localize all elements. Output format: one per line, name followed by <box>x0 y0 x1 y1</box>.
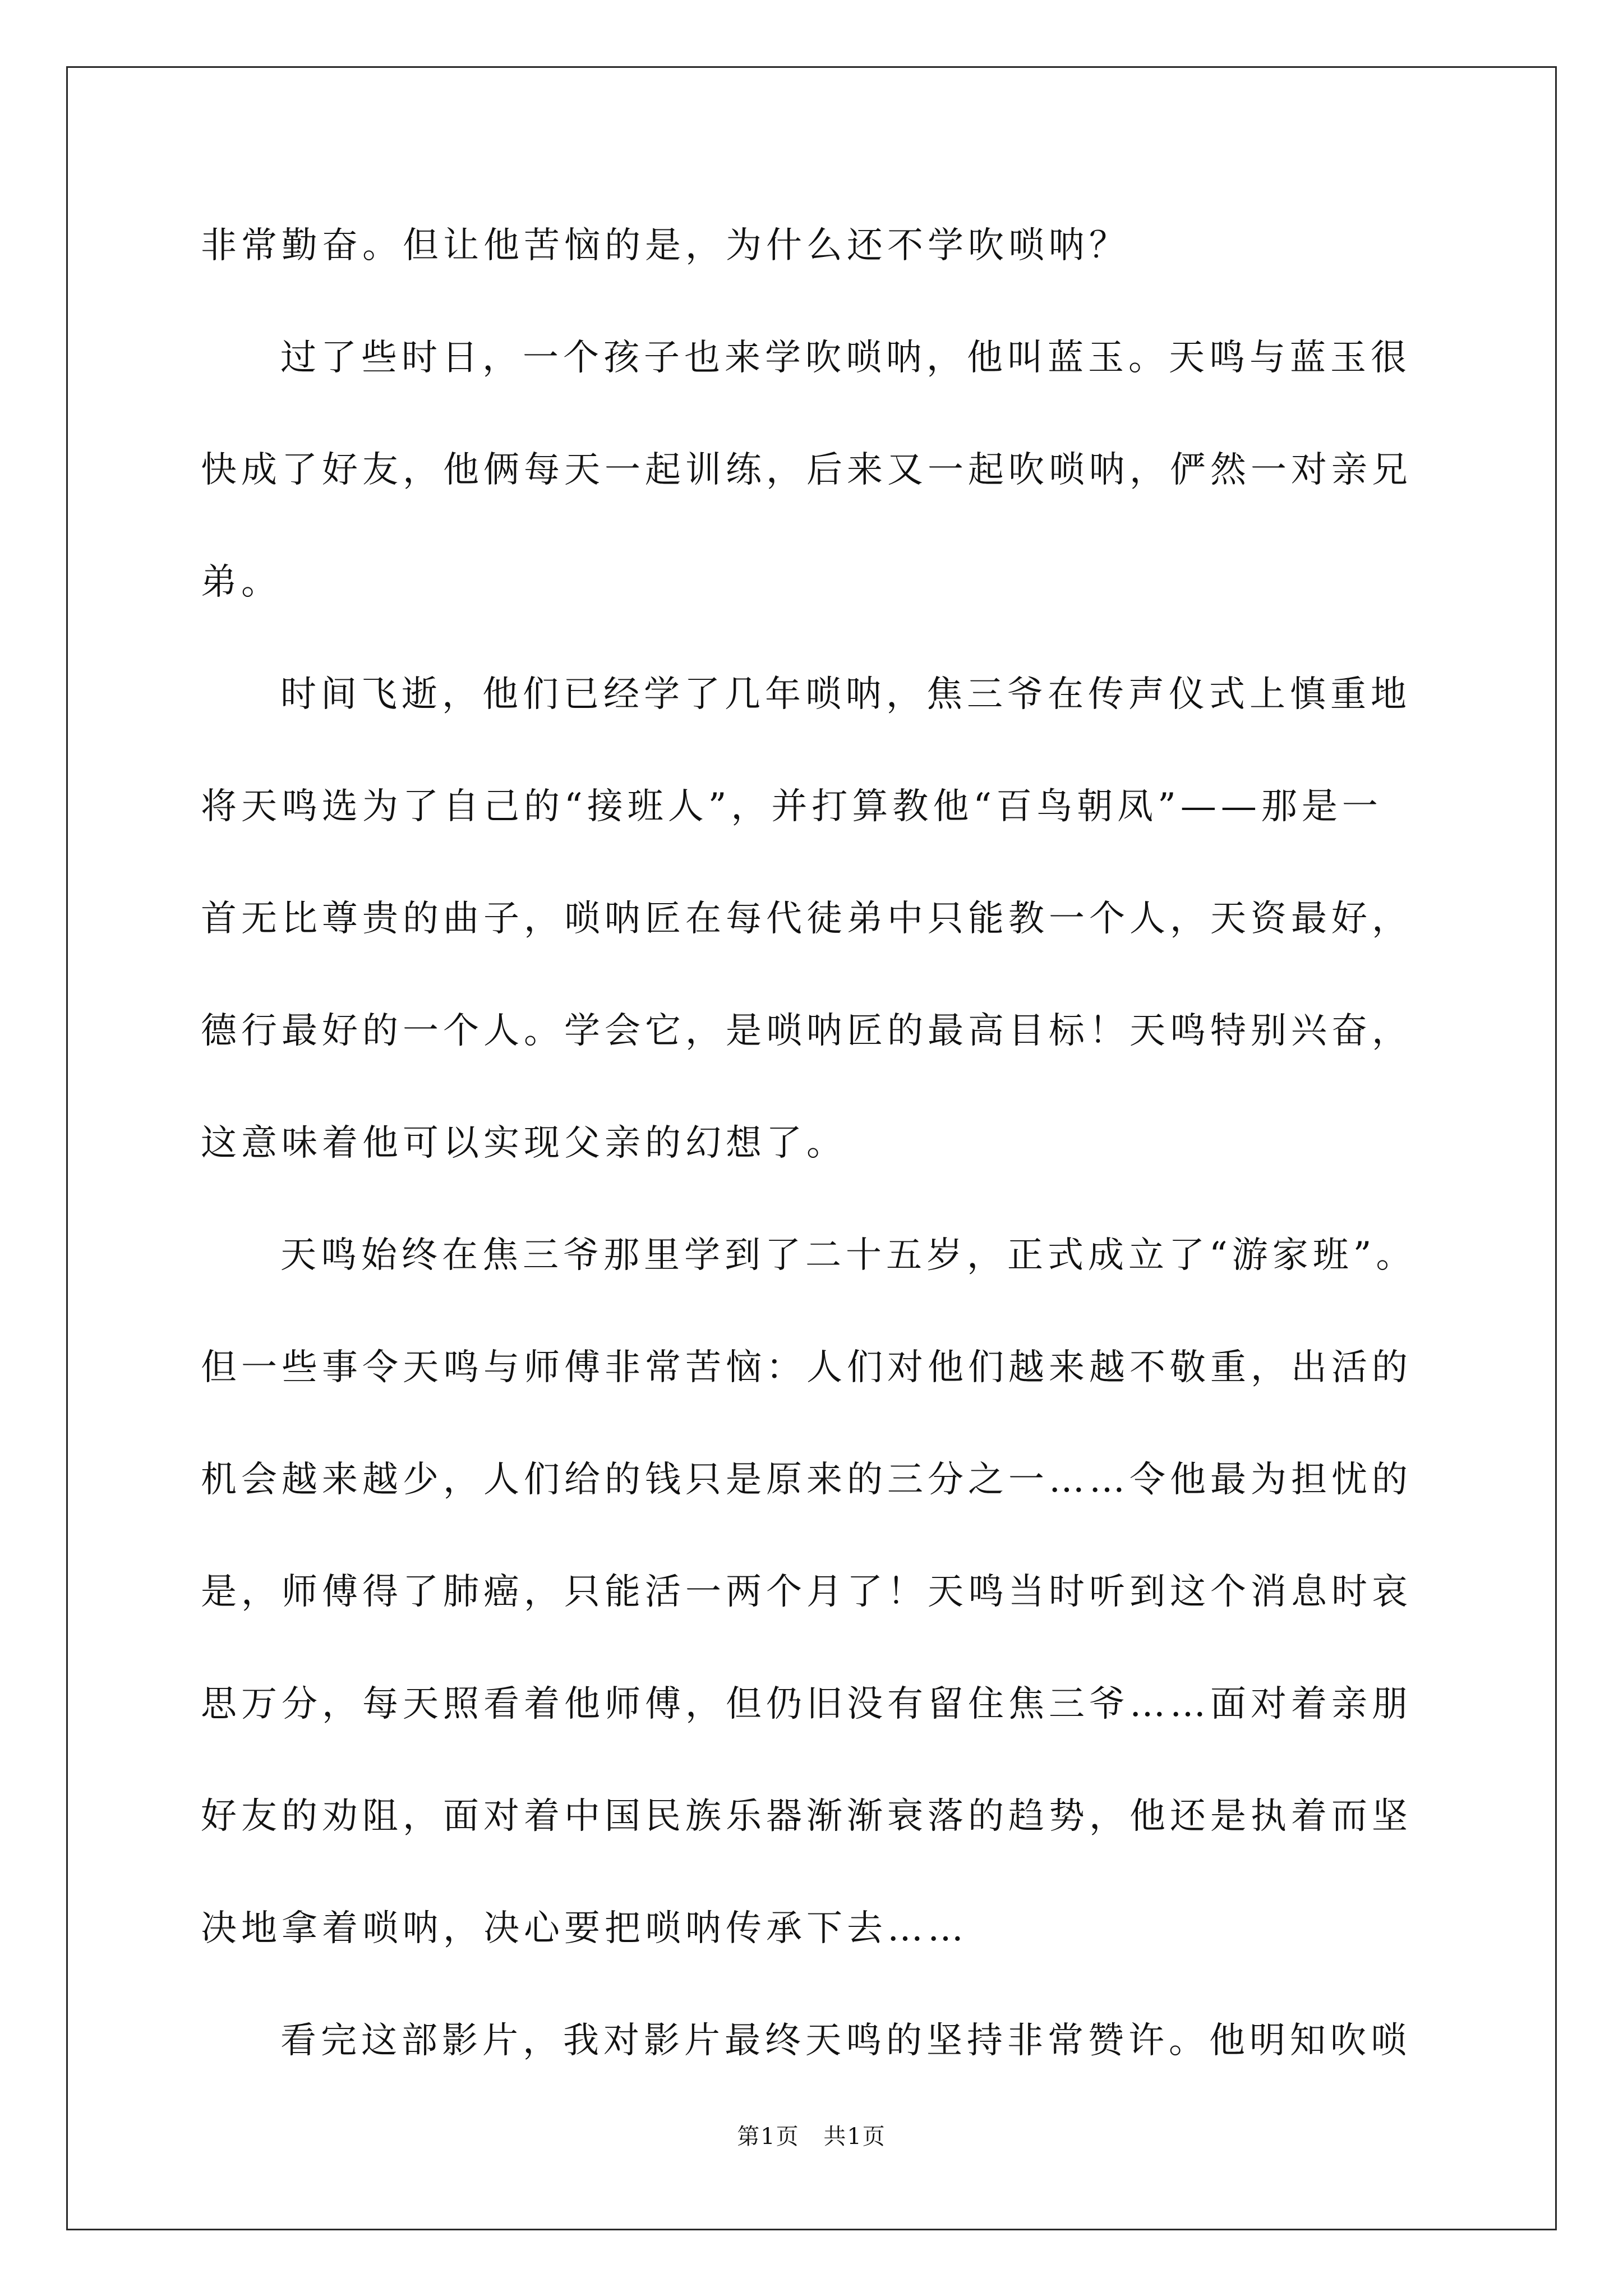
text-line: 但一些事令天鸣与师傅非常苦恼：人们对他们越来越不敬重，出活的 <box>201 1347 1412 1388</box>
text-line: 机会越来越少，人们给的钱只是原来的三分之一……令他最为担忧的 <box>201 1459 1412 1501</box>
text-line: 过了些时日，一个孩子也来学吹唢呐，他叫蓝玉。天鸣与蓝玉很 <box>280 337 1411 379</box>
text-line: 是，师傅得了肺癌，只能活一两个月了！天鸣当时听到这个消息时哀 <box>201 1571 1412 1613</box>
page-number-total: 共1页 <box>823 2124 886 2150</box>
text-line: 天鸣始终在焦三爷那里学到了二十五岁，正式成立了“游家班”。 <box>280 1235 1417 1276</box>
text-line: 时间飞逝，他们已经学了几年唢呐，焦三爷在传声仪式上慎重地 <box>280 674 1411 715</box>
page-footer <box>0 2120 1623 2154</box>
text-line: 德行最好的一个人。学会它，是唢呐匠的最高目标！天鸣特别兴奋， <box>201 1010 1412 1052</box>
text-line: 决地拿着唢呐，决心要把唢呐传承下去…… <box>201 1908 968 1949</box>
page-number-current: 第1页 <box>737 2124 800 2150</box>
text-line: 快成了好友，他俩每天一起训练，后来又一起吹唢呐，俨然一对亲兄 <box>201 449 1412 491</box>
text-line: 弟。 <box>201 562 282 603</box>
text-line: 思万分，每天照看着他师傅，但仍旧没有留住焦三爷……面对着亲朋 <box>201 1683 1412 1725</box>
text-line: 这意味着他可以实现父亲的幻想了。 <box>201 1122 847 1164</box>
text-line: 将天鸣选为了自己的“接班人”，并打算教他“百鸟朝凤”——那是一 <box>201 786 1382 827</box>
text-line: 非常勤奋。但让他苦恼的是，为什么还不学吹唢呐？ <box>201 225 1129 266</box>
text-line: 好友的劝阻，面对着中国民族乐器渐渐衰落的趋势，他还是执着而坚 <box>201 1796 1412 1837</box>
text-line: 看完这部影片，我对影片最终天鸣的坚持非常赞许。他明知吹唢 <box>280 2020 1411 2062</box>
text-line: 首无比尊贵的曲子，唢呐匠在每代徒弟中只能教一个人，天资最好， <box>201 898 1412 940</box>
